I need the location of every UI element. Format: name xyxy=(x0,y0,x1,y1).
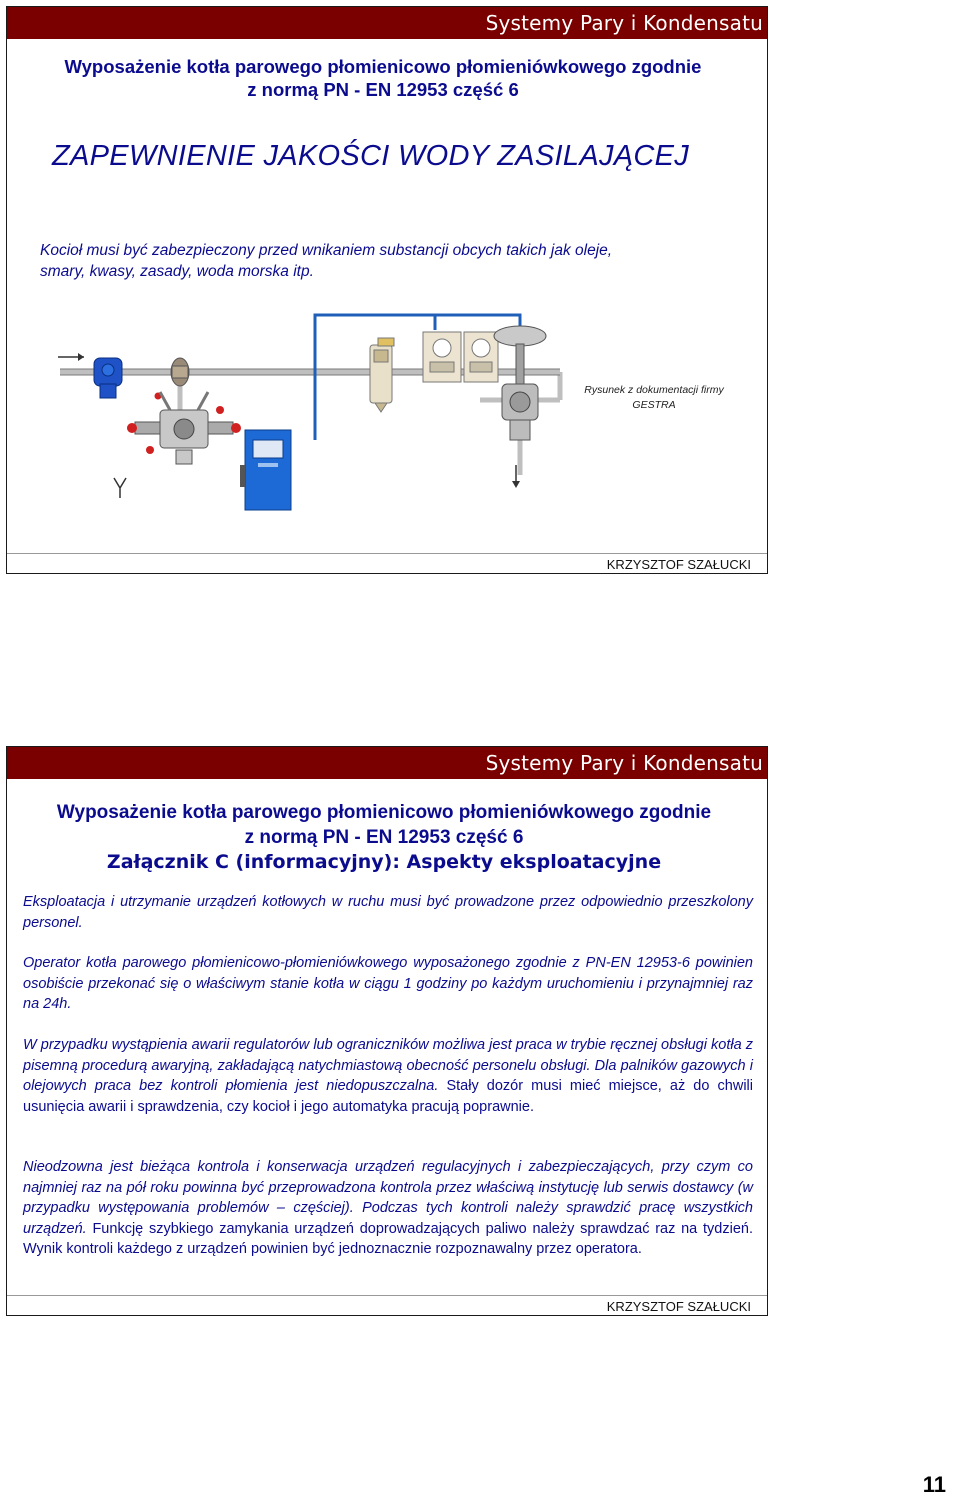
sampling-cooler-icon xyxy=(127,392,241,464)
control-cabinet-icon xyxy=(240,430,291,510)
water-quality-equipment-diagram xyxy=(40,300,620,545)
footer-divider xyxy=(7,553,767,554)
slide2-title-line2: z normą PN - EN 12953 część 6 xyxy=(244,827,524,848)
figure-credit-line2: GESTRA xyxy=(632,399,676,411)
brand-title: Systemy Pary i Kondensatu xyxy=(485,751,763,775)
figure-credit-line1: Rysunek z dokumentacji firmy xyxy=(584,384,724,396)
page-number: 11 xyxy=(922,1472,946,1497)
paragraph-failure xyxy=(23,1035,753,1117)
paragraph-failure-italic: W przypadku wystąpienia awarii regulatorów lub ograniczników możliwa jest praca w trybie ręcznej obsługi kotła z pisemną procedurą awaryjną, zakładającą natychmiastową obecność personelu obsługi. Dla palników gazowych i olejowych praca bez kontroli płomienia jest niedopuszczalna. xyxy=(23,1037,753,1094)
slide1-title-line2: z normą PN - EN 12953 część 6 xyxy=(247,79,519,100)
control-valve-icon xyxy=(494,326,546,440)
slide2-title-line1: Wyposażenie kotła parowego płomienicowo płomieniówkowego zgodnie xyxy=(56,802,712,823)
paragraph-maintenance-italic: Nieodzowna jest bieżąca kontrola i konserwacja urządzeń regulacyjnych i zabezpieczających, przy czym co najmniej raz na pół roku powinna być przeprowadzona kontrola przez właściwą instytucję lub serwis dostawcy (w przypadku występowania problemów – częściej). Podczas tych kontroli należy sprawdzić pracę wszystkich urządzeń. xyxy=(23,1159,753,1237)
paragraph-personnel: Eksploatacja i utrzymanie urządzeń kotłowych w ruchu musi być prowadzone przez odpowiednio przeszkolony personel. xyxy=(23,894,753,931)
slide2-title xyxy=(14,800,754,875)
slide1-title-line1: Wyposażenie kotła parowego płomienicowo płomieniówkowego zgodnie xyxy=(64,56,702,77)
valve-wheel-icon xyxy=(171,358,189,386)
conductivity-sensor-icon xyxy=(370,338,394,412)
slide-header xyxy=(7,747,767,779)
strainer-icon xyxy=(94,358,122,398)
figure-credit xyxy=(566,383,742,413)
footer-divider xyxy=(7,1295,767,1296)
analyzer-panel-icon xyxy=(423,332,498,382)
paragraph-maintenance-normal: Funkcję szybkiego zamykania urządzeń doprowadzających paliwo należy sprawdzać raz na tydzień. Wynik kontroli każdego z urządzeń powinien być jednoznacznie rozpoznawalny przez operatora. xyxy=(23,1220,753,1257)
intro-line1: Kocioł musi być zabezpieczony przed wnikaniem substancji obcych takich jak oleje, xyxy=(40,242,613,259)
brand-title: Systemy Pary i Kondensatu xyxy=(485,11,763,35)
slide2-title-line3: Załącznik C (informacyjny): Aspekty eksploatacyjne xyxy=(106,851,662,873)
paragraph-maintenance xyxy=(23,1157,753,1260)
intro-line2: smary, kwasy, zasady, woda morska itp. xyxy=(40,263,314,280)
drain-symbol-icon xyxy=(114,478,126,498)
intro-text xyxy=(40,240,740,282)
slide1-title xyxy=(18,55,748,101)
author-footer: KRZYSZTOF SZAŁUCKI xyxy=(606,1299,751,1314)
author-footer: KRZYSZTOF SZAŁUCKI xyxy=(606,557,751,572)
paragraph-operator: Operator kotła parowego płomienicowo-płomieniówkowego wyposażonego zgodnie z PN-EN 12953-6 powinien osobiście przekonać się o właściwym stanie kotła w ciągu 1 godziny po każdym uruchomieniu i przynajmniej raz na 24h. xyxy=(23,955,753,1012)
inlet-arrow-icon xyxy=(58,353,84,361)
slide-header xyxy=(7,7,767,39)
paragraph-failure-normal: Stały dozór musi mieć miejsce, aż do chwili usunięcia awarii i sprawdzenia, czy kocioł i jego automatyka pracują poprawnie. xyxy=(23,1078,753,1115)
section-title: ZAPEWNIENIE JAKOŚCI WODY ZASILAJĄCEJ xyxy=(52,140,690,172)
